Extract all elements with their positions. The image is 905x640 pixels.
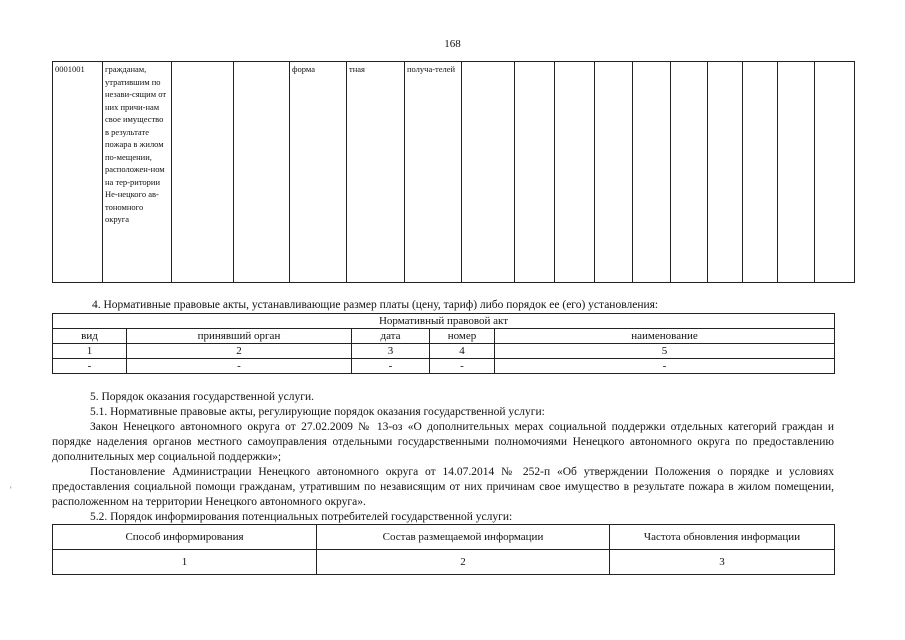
paragraph: 5.2. Порядок информирования потенциальных потребителей государственной услуги: xyxy=(90,511,513,523)
table-cell: - xyxy=(430,359,495,374)
paragraph: Закон Ненецкого автономного округа от 27.02.2009 № 13-оз «О дополнительных мерах социальной поддержки отдельных категорий граждан и порядке наделения органов местного самоуправления отдельными государственными полномочиями Ненецкого автономного округа по предоставлению дополнительных мер социальной поддержки»; xyxy=(52,421,834,463)
paragraph: 5.1. Нормативные правовые акты, регулирующие порядок оказания государственной услуги: xyxy=(90,406,545,418)
header-method: Способ информирования xyxy=(53,525,317,550)
paragraph: 5. Порядок оказания государственной услуги. xyxy=(90,391,314,403)
table-cell xyxy=(234,62,290,283)
col-number: 1 xyxy=(53,550,317,575)
header-organ: принявший орган xyxy=(127,329,352,344)
table-cell xyxy=(671,62,708,283)
table-cell-poluchateley: получа-телей xyxy=(405,62,462,283)
legal-acts-table xyxy=(52,313,835,374)
group-header: Нормативный правовой акт xyxy=(53,314,835,329)
table-cell xyxy=(743,62,778,283)
section-5-text xyxy=(52,390,834,525)
informing-table xyxy=(52,524,835,575)
table-cell xyxy=(172,62,234,283)
header-nomer: номер xyxy=(430,329,495,344)
table-row xyxy=(53,359,835,374)
table-cell xyxy=(815,62,855,283)
stray-mark: ' xyxy=(10,485,12,495)
table-row xyxy=(53,62,855,283)
table-row xyxy=(53,314,835,329)
table-cell xyxy=(595,62,633,283)
header-vid: вид xyxy=(53,329,127,344)
col-number: 5 xyxy=(495,344,835,359)
col-number: 2 xyxy=(127,344,352,359)
table-row xyxy=(53,344,835,359)
col-number: 2 xyxy=(317,550,610,575)
service-code: 0001001 xyxy=(53,62,103,283)
header-content: Состав размещаемой информации xyxy=(317,525,610,550)
table-cell xyxy=(462,62,515,283)
table-row xyxy=(53,525,835,550)
col-number: 4 xyxy=(430,344,495,359)
page-number: 168 xyxy=(444,38,461,50)
header-frequency: Частота обновления информации xyxy=(610,525,835,550)
table-cell: - xyxy=(352,359,430,374)
table-cell: - xyxy=(127,359,352,374)
table-cell-forma: форма xyxy=(290,62,347,283)
table-row xyxy=(53,550,835,575)
table-cell xyxy=(555,62,595,283)
table-cell xyxy=(515,62,555,283)
header-data: дата xyxy=(352,329,430,344)
table-row xyxy=(53,329,835,344)
header-naimenovanie: наименование xyxy=(495,329,835,344)
col-number: 3 xyxy=(352,344,430,359)
col-number: 3 xyxy=(610,550,835,575)
services-table xyxy=(52,61,855,283)
paragraph: Постановление Администрации Ненецкого автономного округа от 14.07.2014 № 252-п «Об утверждении Положения о порядке и условиях предоставления социальной помощи гражданам, утратившим по независящим от них причинам свое имущество в результате пожара в жилом помещении, расположенном на территории Ненецкого автономного округа». xyxy=(52,466,834,508)
service-description: гражданам, утратившим по незави-сящим от них причи-нам свое имущество в результате пожара в жилом по-мещении, расположен-ном на тер-ритории Не-нецкого ав-тономного округа xyxy=(103,62,172,283)
table-cell xyxy=(778,62,815,283)
table-cell: - xyxy=(53,359,127,374)
table-cell-tnaya: тная xyxy=(347,62,405,283)
table-cell xyxy=(633,62,671,283)
col-number: 1 xyxy=(53,344,127,359)
table-cell xyxy=(708,62,743,283)
table-cell: - xyxy=(495,359,835,374)
section-4-title: 4. Нормативные правовые акты, устанавливающие размер платы (цену, тариф) либо порядок ее (его) установления: xyxy=(92,299,659,311)
